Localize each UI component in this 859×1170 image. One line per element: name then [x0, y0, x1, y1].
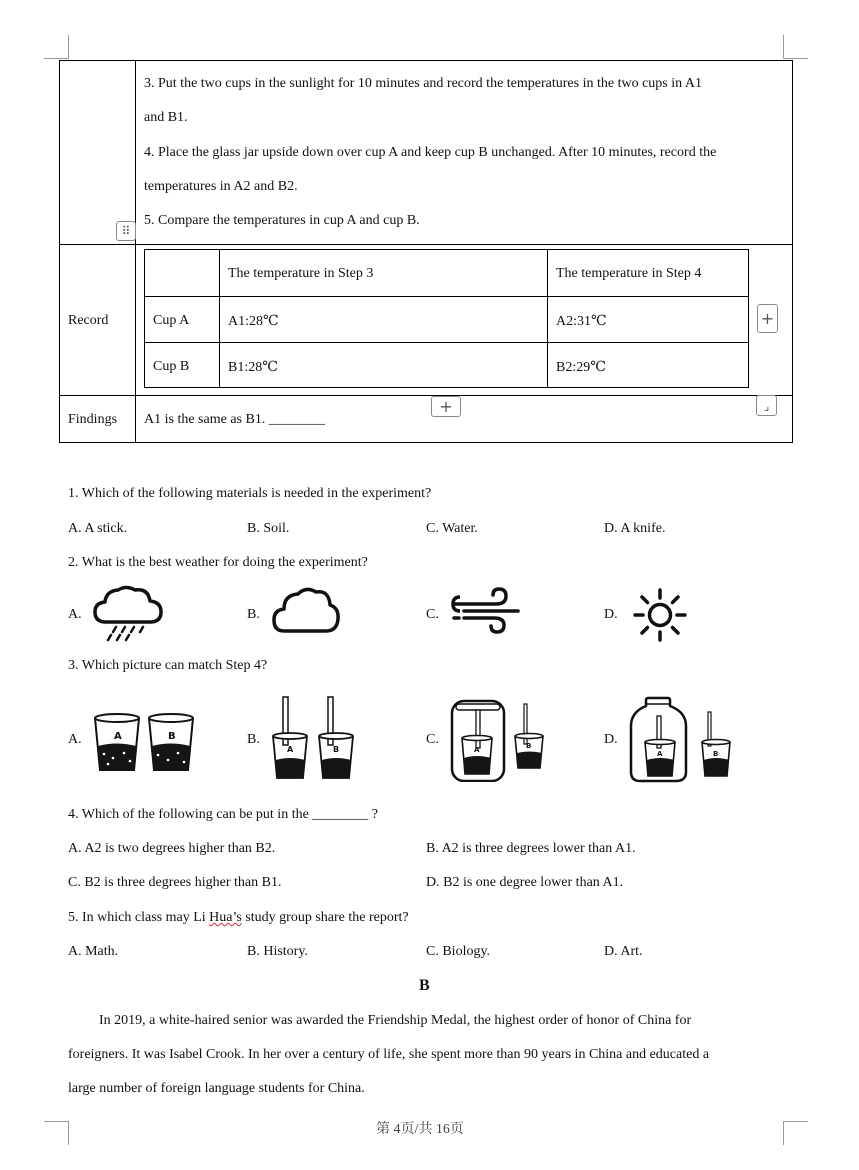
q1-option-d[interactable]: D. A knife.: [604, 521, 666, 536]
q4-option-c[interactable]: C. B2 is three degrees higher than B1.: [68, 875, 282, 890]
resize-icon: ⌟: [763, 398, 770, 413]
cup-b: [515, 734, 543, 769]
cup-letter: A: [287, 745, 294, 754]
table-move-handle-icon[interactable]: [116, 221, 136, 241]
q3-option-c[interactable]: C.: [426, 732, 439, 747]
q4-option-b[interactable]: B. A2 is three degrees lower than A1.: [426, 841, 636, 856]
step-3-line-1: 3. Put the two cups in the sunlight for 10 minutes and record the temperatures in the two cups in A1: [144, 76, 702, 91]
crop-mark: [783, 35, 784, 59]
findings-text: A1 is the same as B1. ________: [144, 412, 325, 427]
q2-option-c[interactable]: C.: [426, 607, 439, 622]
cell-b2: B2:29℃: [556, 360, 606, 375]
q1-option-a[interactable]: A. A stick.: [68, 521, 128, 536]
record-label: Record: [68, 313, 109, 328]
cups-picture-a: [88, 706, 198, 774]
cup-a: [273, 733, 307, 778]
cups-picture-d: [628, 696, 738, 784]
sun-icon: [633, 588, 687, 642]
q2-option-a[interactable]: A.: [68, 607, 82, 622]
cell-b1: B1:28℃: [228, 360, 278, 375]
question-2: 2. What is the best weather for doing the experiment?: [68, 555, 368, 570]
cup-b: [702, 740, 730, 777]
page-number: 第 4页/共 16页: [376, 1122, 464, 1137]
cup-letter: B: [333, 745, 340, 754]
plus-icon: +: [760, 309, 775, 328]
passage-line-3: large number of foreign language students for China.: [68, 1081, 365, 1096]
cup-a: [462, 736, 492, 775]
header-step-4: The temperature in Step 4: [556, 266, 702, 281]
q3-option-d[interactable]: D.: [604, 732, 618, 747]
row-label-cup-a: Cup A: [153, 313, 190, 328]
question-5: [68, 910, 409, 926]
cup-letter: B: [526, 742, 532, 750]
question-3: 3. Which picture can match Step 4?: [68, 658, 268, 673]
q5-option-c[interactable]: C. Biology.: [426, 944, 491, 959]
q4-option-d[interactable]: D. B2 is one degree lower than A1.: [426, 875, 624, 890]
q1-option-b[interactable]: B. Soil.: [247, 521, 290, 536]
step-4-line-2: temperatures in A2 and B2.: [144, 179, 298, 194]
cup-a: [645, 740, 675, 777]
step-5: 5. Compare the temperatures in cup A and cup B.: [144, 213, 420, 228]
cup-letter: A: [657, 750, 663, 758]
cup-letter: A: [474, 746, 480, 754]
cups-picture-c: [448, 698, 550, 782]
q5-option-b[interactable]: B. History.: [247, 944, 308, 959]
cell-a2: A2:31℃: [556, 314, 607, 329]
table-resize-handle[interactable]: [756, 395, 777, 416]
header-step-3: The temperature in Step 3: [228, 266, 374, 281]
cup-b: [319, 733, 353, 778]
crop-mark: [44, 1121, 68, 1122]
cup-letter: B: [168, 731, 176, 742]
passage-line-2: foreigners. It was Isabel Crook. In her over a century of life, she spent more than 90 years in China and educated a: [68, 1047, 710, 1062]
question-5-text-end: study group share the report?: [241, 910, 409, 925]
step-3-line-2: and B1.: [144, 110, 188, 125]
cups-picture-b: [268, 694, 360, 782]
crop-mark: [784, 58, 808, 59]
row-label-cup-b: Cup B: [153, 359, 190, 374]
question-4: 4. Which of the following can be put in the ________ ?: [68, 807, 379, 822]
section-b-title: B: [419, 977, 430, 994]
cup-a: [95, 714, 139, 770]
cloud-icon: [271, 584, 341, 636]
cell-a1: A1:28℃: [228, 314, 279, 329]
crop-mark: [784, 1121, 808, 1122]
q5-option-a[interactable]: A. Math.: [68, 944, 119, 959]
cup-letter: A: [114, 731, 122, 742]
plus-icon: +: [439, 397, 453, 416]
passage-line-1: In 2019, a white-haired senior was awarded the Friendship Medal, the highest order of honor of China for: [99, 1013, 692, 1028]
crop-mark: [783, 1121, 784, 1145]
question-5-text-start: 5. In which class may Li: [68, 910, 210, 925]
q5-option-d[interactable]: D. Art.: [604, 944, 643, 959]
wind-icon: [450, 586, 522, 634]
crop-mark: [44, 58, 68, 59]
experiment-table: [59, 60, 793, 443]
rain-cloud-icon: [92, 584, 164, 642]
record-table: [144, 249, 749, 388]
q1-option-c[interactable]: C. Water.: [426, 521, 478, 536]
add-row-button[interactable]: [431, 396, 461, 417]
q3-option-a[interactable]: A.: [68, 732, 82, 747]
crop-mark: [68, 35, 69, 59]
question-1: 1. Which of the following materials is needed in the experiment?: [68, 486, 432, 501]
step-4-line-1: 4. Place the glass jar upside down over cup A and keep cup B unchanged. After 10 minutes, record the: [144, 145, 717, 160]
move-handle-glyph: ⠿: [121, 224, 131, 238]
q4-option-a[interactable]: A. A2 is two degrees higher than B2.: [68, 841, 276, 856]
q3-option-b[interactable]: B.: [247, 732, 260, 747]
crop-mark: [68, 1121, 69, 1145]
add-column-button[interactable]: [757, 304, 778, 333]
spellcheck-flagged-word[interactable]: Hua’s: [209, 910, 242, 925]
q2-option-b[interactable]: B.: [247, 607, 260, 622]
findings-label: Findings: [68, 412, 118, 427]
cup-b: [149, 714, 193, 770]
q2-option-d[interactable]: D.: [604, 607, 618, 622]
cup-letter: B: [713, 750, 719, 758]
